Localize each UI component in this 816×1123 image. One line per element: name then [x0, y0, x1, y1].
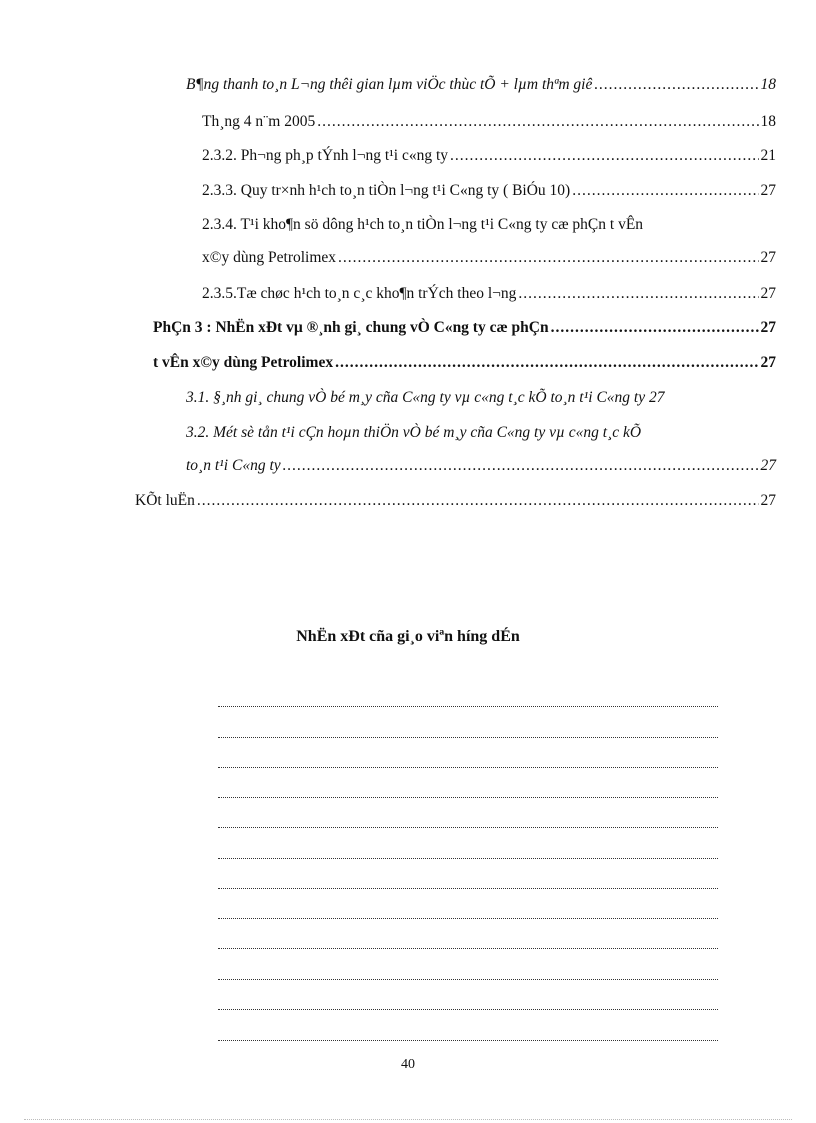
- review-dotted-line: [218, 888, 718, 889]
- toc-entry-text: t vÊn x©y dùng Petrolimex: [153, 354, 334, 371]
- toc-page-number: 27: [760, 285, 776, 302]
- review-dotted-line: [218, 1009, 718, 1010]
- toc-leader-dots: [518, 285, 758, 303]
- toc-entry-2-3-5: [202, 285, 776, 303]
- review-dotted-line: [218, 918, 718, 919]
- toc-leader-dots: [572, 182, 758, 200]
- toc-page-number: 27: [760, 319, 776, 336]
- toc-leader-dots: [551, 319, 759, 337]
- toc-entry-3-2-line1: 3.2. Mét sè tån t¹i cÇn hoµn thiÖn vÒ bé m¸y cña C«ng ty vµ c«ng t¸c kÕ: [186, 424, 642, 441]
- toc-leader-dots: [450, 147, 758, 165]
- toc-entry-2-3-2: [202, 147, 776, 165]
- toc-leader-dots: [594, 76, 758, 94]
- toc-entry-3-2-line2: [186, 457, 776, 475]
- toc-entry-text: KÕt luËn: [135, 492, 195, 509]
- review-dotted-line: [218, 797, 718, 798]
- review-dotted-line: [218, 767, 718, 768]
- toc-entry-text: PhÇn 3 : NhËn xÐt vµ ®¸nh gi¸ chung vÒ C«ng ty cæ phÇn: [153, 319, 549, 336]
- toc-entry-part-3-line1: [153, 319, 776, 337]
- toc-page-number: 27: [760, 182, 776, 199]
- toc-page-number: 18: [760, 113, 776, 130]
- page-number: 40: [401, 1057, 415, 1072]
- toc-leader-dots: [338, 249, 758, 267]
- toc-page-number: 27: [760, 354, 776, 371]
- toc-entry-text: 2.3.5.Tæ chøc h¹ch to¸n c¸c kho¶n trÝch theo l¬ng: [202, 285, 517, 302]
- toc-page-number: 21: [760, 147, 776, 164]
- review-dotted-line: [218, 948, 718, 949]
- review-dotted-line: [218, 737, 718, 738]
- toc-entry-conclusion: [135, 492, 776, 510]
- review-dotted-line: [218, 979, 718, 980]
- toc-entry-2-3-4-line1: 2.3.4. T¹i kho¶n sö dông h¹ch to¸n tiÒn l¬ng t¹i C«ng ty cæ phÇn t vÊn: [202, 216, 644, 233]
- toc-leader-dots: [317, 113, 758, 131]
- toc-entry-text: x©y dùng Petrolimex: [202, 249, 337, 266]
- toc-entry-text: 2.3.3. Quy tr×nh h¹ch to¸n tiÒn l¬ng t¹i C«ng ty ( BiÓu 10): [202, 182, 571, 199]
- toc-entry-2-3-3: [202, 182, 776, 200]
- toc-leader-dots: [335, 354, 758, 372]
- toc-page-number: 27: [760, 492, 776, 509]
- review-dotted-line: [218, 706, 718, 707]
- review-section-title: NhËn xÐt cña gi¸o viªn híng dÉn: [296, 628, 520, 645]
- toc-entry-text: to¸n t¹i C«ng ty: [186, 457, 281, 474]
- toc-leader-dots: [283, 457, 759, 475]
- toc-entry-april-2005: [202, 113, 776, 131]
- toc-entry-part-3-line2: [153, 354, 776, 372]
- toc-page-number: 27: [760, 249, 776, 266]
- toc-page-number: 27: [760, 457, 776, 474]
- toc-entry-3-1: 3.1. §¸nh gi¸ chung vÒ bé m¸y cña C«ng ty vµ c«ng t¸c kÕ to¸n t¹i C«ng ty 27: [186, 389, 665, 406]
- review-dotted-line: [218, 858, 718, 859]
- toc-entry-payroll-table: [186, 76, 776, 94]
- toc-entry-text: 2.3.2. Ph¬ng ph¸p tÝnh l¬ng t¹i c«ng ty: [202, 147, 449, 164]
- review-dotted-line: [218, 1040, 718, 1041]
- toc-page-number: 18: [760, 76, 776, 93]
- toc-leader-dots: [197, 492, 759, 510]
- toc-entry-2-3-4-line2: [202, 249, 776, 267]
- toc-entry-text: B¶ng thanh to¸n L¬ng thêi gian lµm viÖc thùc tÕ + lµm thªm giê: [186, 76, 593, 93]
- footer-divider: [24, 1119, 792, 1120]
- review-dotted-line: [218, 827, 718, 828]
- toc-entry-text: Th¸ng 4 n¨m 2005: [202, 113, 316, 130]
